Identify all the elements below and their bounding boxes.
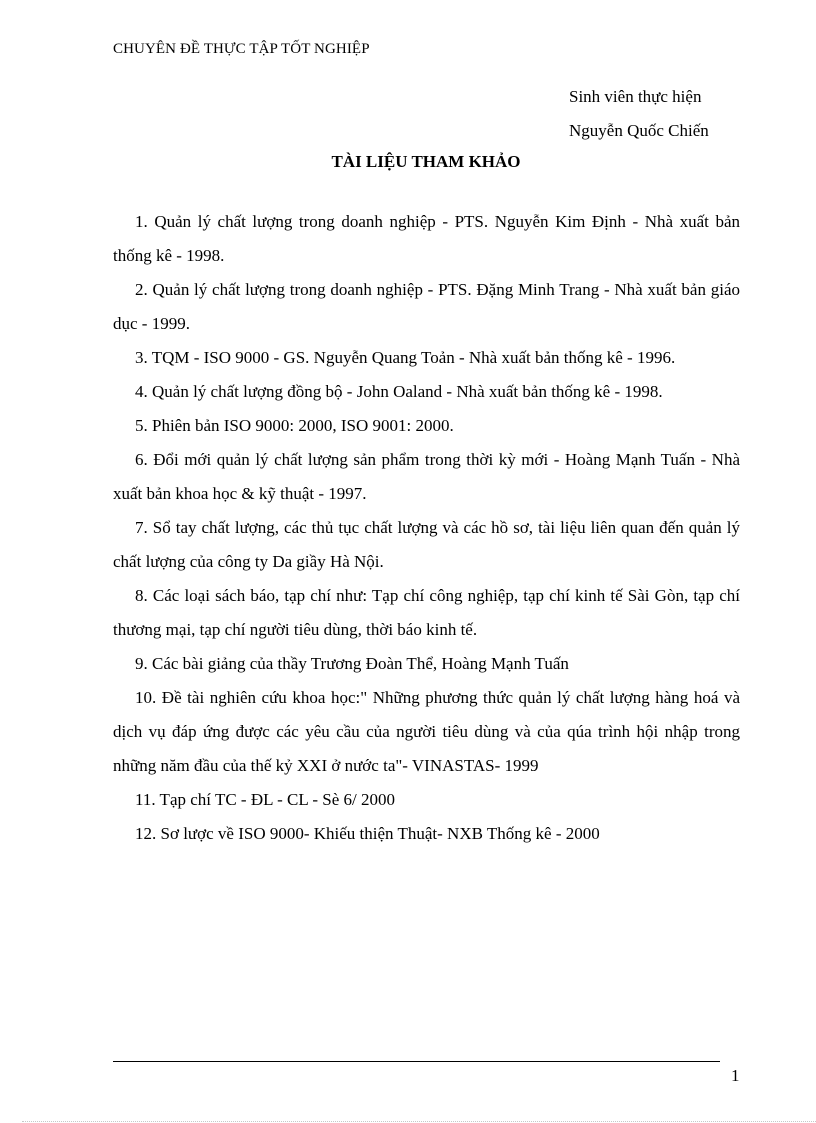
reference-item-1: 1. Quản lý chất lượng trong doanh nghiệp - PTS. Nguyễn Kim Định - Nhà xuất bản thống kê - 1998. [113,212,740,265]
running-header: CHUYÊN ĐỀ THỰC TẬP TỐT NGHIỆP [113,41,370,57]
reference-item-5: 5. Phiên bản ISO 9000: 2000, ISO 9001: 2000. [135,416,454,435]
reference-item-9: 9. Các bài giảng của thầy Trương Đoàn Thể, Hoàng Mạnh Tuấn [135,654,569,673]
page-number: 1 [731,1066,740,1085]
footer-divider [113,1061,720,1062]
author-block [569,80,709,148]
page-bottom-edge [22,1121,816,1122]
reference-item-11: 11. Tạp chí TC - ĐL - CL - Sè 6/ 2000 [135,790,396,809]
author-name: Nguyễn Quốc Chiến [569,121,709,140]
reference-item-6: 6. Đổi mới quản lý chất lượng sản phẩm trong thời kỳ mới - Hoàng Mạnh Tuấn - Nhà xuất bản khoa học & kỹ thuật - 1997. [113,450,740,503]
reference-item-7: 7. Sổ tay chất lượng, các thủ tục chất lượng và các hồ sơ, tài liệu liên quan đến quản lý chất lượng của công ty Da giầy Hà Nội. [113,518,740,571]
reference-item-12: 12. Sơ lược về ISO 9000- Khiếu thiện Thuật- NXB Thống kê - 2000 [135,824,600,843]
reference-item-4: 4. Quản lý chất lượng đồng bộ - John Oaland - Nhà xuất bản thống kê - 1998. [135,382,663,401]
reference-item-3: 3. TQM - ISO 9000 - GS. Nguyễn Quang Toản - Nhà xuất bản thống kê - 1996. [135,348,676,367]
reference-item-2: 2. Quản lý chất lượng trong doanh nghiệp - PTS. Đặng Minh Trang - Nhà xuất bản giáo dục - 1999. [113,280,740,333]
page-title: TÀI LIỆU THAM KHẢO [331,152,521,171]
reference-item-10: 10. Đề tài nghiên cứu khoa học:" Những phương thức quản lý chất lượng hàng hoá và dịch vụ đáp ứng được các yêu cầu của người tiêu dùng và của qúa trình hội nhập trong những năm đầu của thế kỷ XXI ở nước ta"- VINASTAS- 1999 [113,688,740,775]
reference-list [113,205,740,851]
reference-item-8: 8. Các loại sách báo, tạp chí như: Tạp chí công nghiệp, tạp chí kinh tế Sài Gòn, tạp chí thương mại, tạp chí người tiêu dùng, thời báo kinh tế. [113,586,740,639]
author-role-label: Sinh viên thực hiện [569,87,702,106]
